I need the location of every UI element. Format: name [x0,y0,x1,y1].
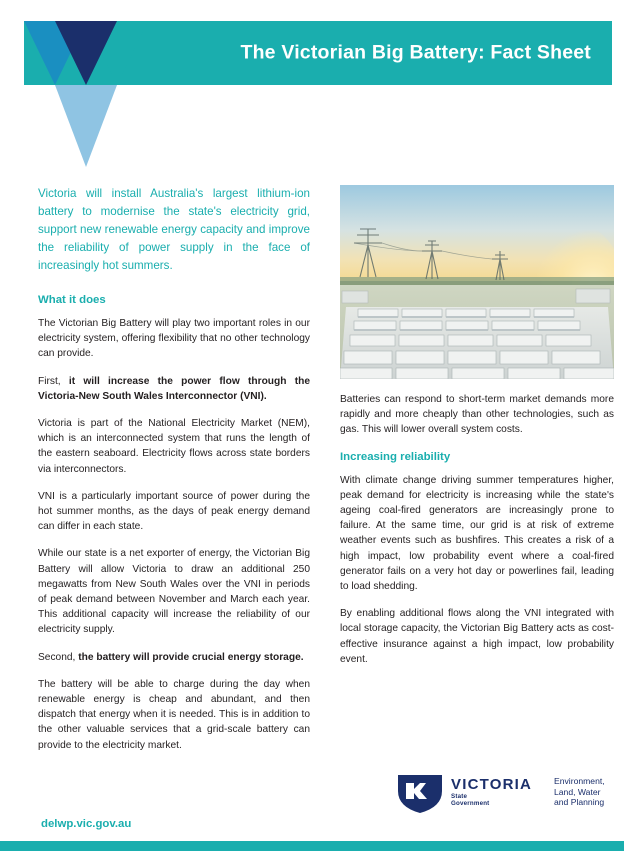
second-point-lead: Second, [38,651,76,663]
left-column [38,185,310,753]
heading-increasing-reliability: Increasing reliability [340,450,451,463]
paragraph-insurance: By enabling additional flows along the VNI integrated with local storage capacity, the Victorian Big Battery acts as cost-effective insurance against a high impact, low probability event. [340,608,614,665]
paragraph-batteries-respond: Batteries can respond to short-term market demands more rapidly and more cheaply than other technologies, such as gas. This will lower overall system costs. [340,394,614,436]
footer-accent-bar [0,841,624,851]
paragraph-nem: Victoria is part of the National Electricity Market (NEM), which is an interconnected system that runs the length of the eastern seaboard. Electricity flows across state borders via interconnectors. [38,418,310,475]
paragraph-second-point [38,650,310,665]
battery-installation-photo [340,185,614,379]
first-point-bold: it will increase the power flow through the Victoria-New South Wales Interconnector (VNI). [38,375,310,402]
paragraph-net-exporter: While our state is a net exporter of energy, the Victorian Big Battery will allow Victoria to draw an additional 250 megawatts from New South Wales over the VNI in periods of peak demand between November and March each year. This additional capacity will increase the reliability of our electricity supply. [38,548,310,636]
second-point-bold: the battery will provide crucial energy storage. [78,651,304,663]
victoria-sub-government: Government [451,800,490,807]
victoria-sub-state: State [451,792,468,800]
department-line-1: Environment, [554,776,605,787]
department-name [554,776,605,808]
right-column [340,185,614,667]
intro-paragraph: Victoria will install Australia's largest lithium-ion battery to modernise the state's electricity grid, support new renewable energy capacity and improve the reliability of power supply in the face of increasingly hot summers. [38,187,310,272]
victoria-name: VICTORIA [451,775,532,793]
page-title: The Victorian Big Battery: Fact Sheet [240,41,591,64]
first-point-lead: First, [38,375,61,387]
victoria-state-government-logo [394,769,605,815]
victoria-crown-icon [394,769,446,815]
paragraph-first-point [38,374,310,404]
victoria-wordmark [451,777,532,808]
department-line-3: and Planning [554,797,605,808]
department-line-2: Land, Water [554,786,601,797]
heading-what-it-does: What it does [38,294,106,306]
footer-website-link[interactable]: delwp.vic.gov.au [41,818,132,830]
paragraph-vni-summer: VNI is a particularly important source of power during the hot summer months, as the days of peak energy demand can differ in each state. [38,490,310,533]
paragraph-charging: The battery will be able to charge during the day when renewable energy is cheap and abundant, and then dispatch that energy when it is needed. This is in addition to the other valuable services that a grid-scale battery can provide to the electricity market. [38,678,310,751]
paragraph-roles: The Victorian Big Battery will play two important roles in our electricity system, offering flexibility that no other technology can provide. [38,318,310,360]
paragraph-climate-change: With climate change driving summer temperatures higher, peak demand for electricity is increasing while the state's ageing coal-fired generators are increasingly prone to failure. At the same time, our grid is at risk of extreme weather events such as bushfires. This creates a risk of a high impact, low probability event where a coal-fired generator fails on a very hot day or powerlines fail, leading to load shedding. [340,474,614,593]
decorative-triangle-logo [24,21,148,167]
